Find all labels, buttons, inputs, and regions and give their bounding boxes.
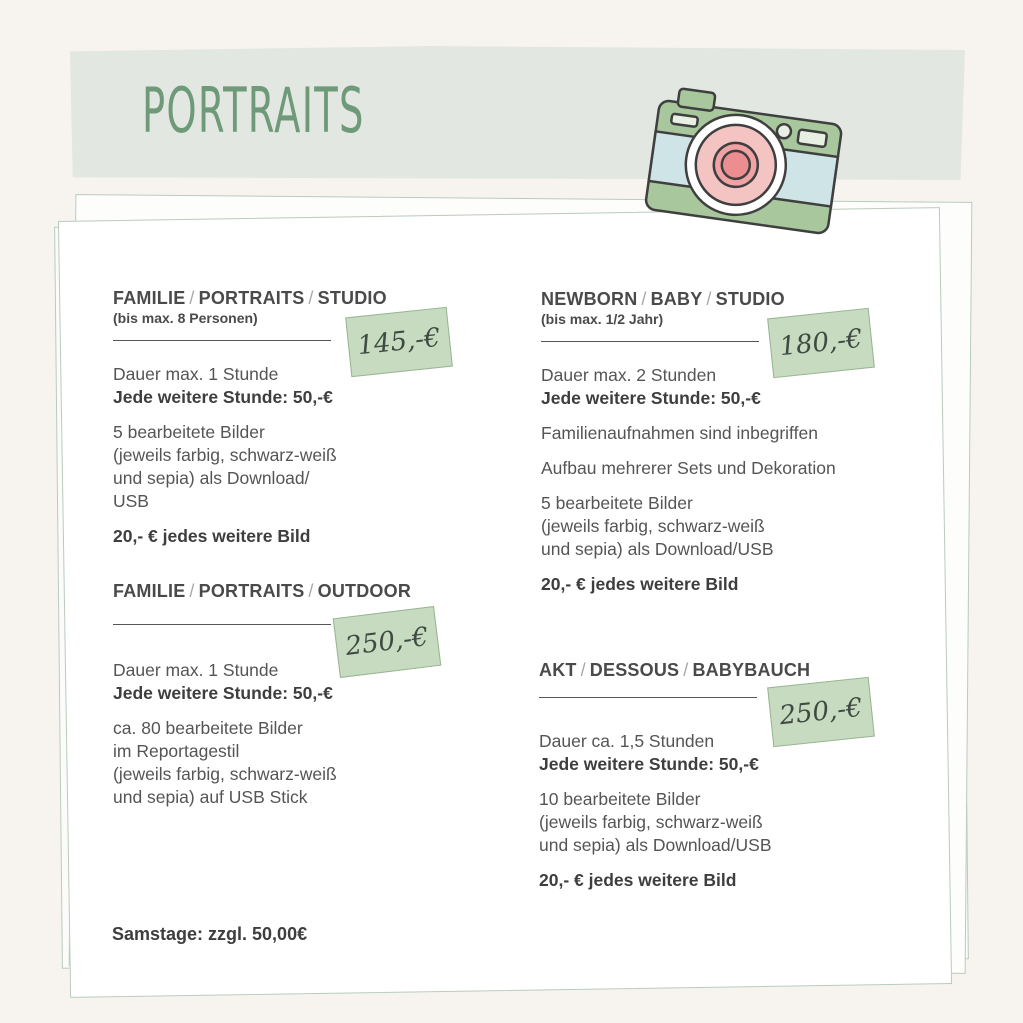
package-subtitle: (bis max. 8 Personen): [113, 310, 258, 326]
package-title: AKT / DESSOUS / BABYBAUCH: [539, 660, 811, 680]
images-text: 5 bearbeitete Bilder (jeweils farbig, schwarz-weiß und sepia) als Download/USB: [541, 493, 774, 559]
price-tag: 250,-€: [333, 606, 442, 678]
extra-hour-text: Jede weitere Stunde: 50,-€: [539, 754, 759, 774]
package-subtitle: (bis max. 1/2 Jahr): [541, 311, 664, 327]
saturday-surcharge-note: Samstage: zzgl. 50,00€: [112, 924, 308, 944]
duration-text: Dauer max. 1 Stunde: [113, 364, 279, 384]
duration-text: Dauer max. 2 Stunden: [541, 365, 717, 385]
images-text: 10 bearbeitete Bilder (jeweils farbig, schwarz-weiß und sepia) als Download/USB: [539, 789, 772, 855]
price-tag: 250,-€: [767, 677, 875, 747]
sets-text: Aufbau mehrerer Sets und Dekoration: [541, 458, 836, 478]
extra-image-text: 20,- € jedes weitere Bild: [113, 526, 311, 546]
images-text: ca. 80 bearbeitete Bilder im Reportagestil (jeweils farbig, schwarz-weiß und sepia) auf USB Stick: [113, 718, 337, 807]
images-text: 5 bearbeitete Bilder (jeweils farbig, schwarz-weiß und sepia) als Download/ USB: [113, 422, 337, 511]
extra-image-text: 20,- € jedes weitere Bild: [539, 870, 737, 890]
price-tag: 145,-€: [345, 307, 453, 377]
duration-text: Dauer max. 1 Stunde: [113, 660, 279, 680]
price-tag: 180,-€: [767, 308, 875, 378]
page-title: PORTRAITS: [142, 74, 365, 147]
package-title: NEWBORN / BABY / STUDIO: [541, 289, 785, 309]
package-title: FAMILIE / PORTRAITS / OUTDOOR: [113, 581, 412, 601]
extra-image-text: 20,- € jedes weitere Bild: [541, 574, 739, 594]
duration-text: Dauer ca. 1,5 Stunden: [539, 731, 715, 751]
extra-hour-text: Jede weitere Stunde: 50,-€: [113, 387, 333, 407]
extra-hour-text: Jede weitere Stunde: 50,-€: [113, 683, 333, 703]
camera-icon: [644, 84, 844, 244]
package-title: FAMILIE / PORTRAITS / STUDIO: [113, 288, 387, 308]
extra-hour-text: Jede weitere Stunde: 50,-€: [541, 388, 761, 408]
family-included-text: Familienaufnahmen sind inbegriffen: [541, 423, 818, 443]
